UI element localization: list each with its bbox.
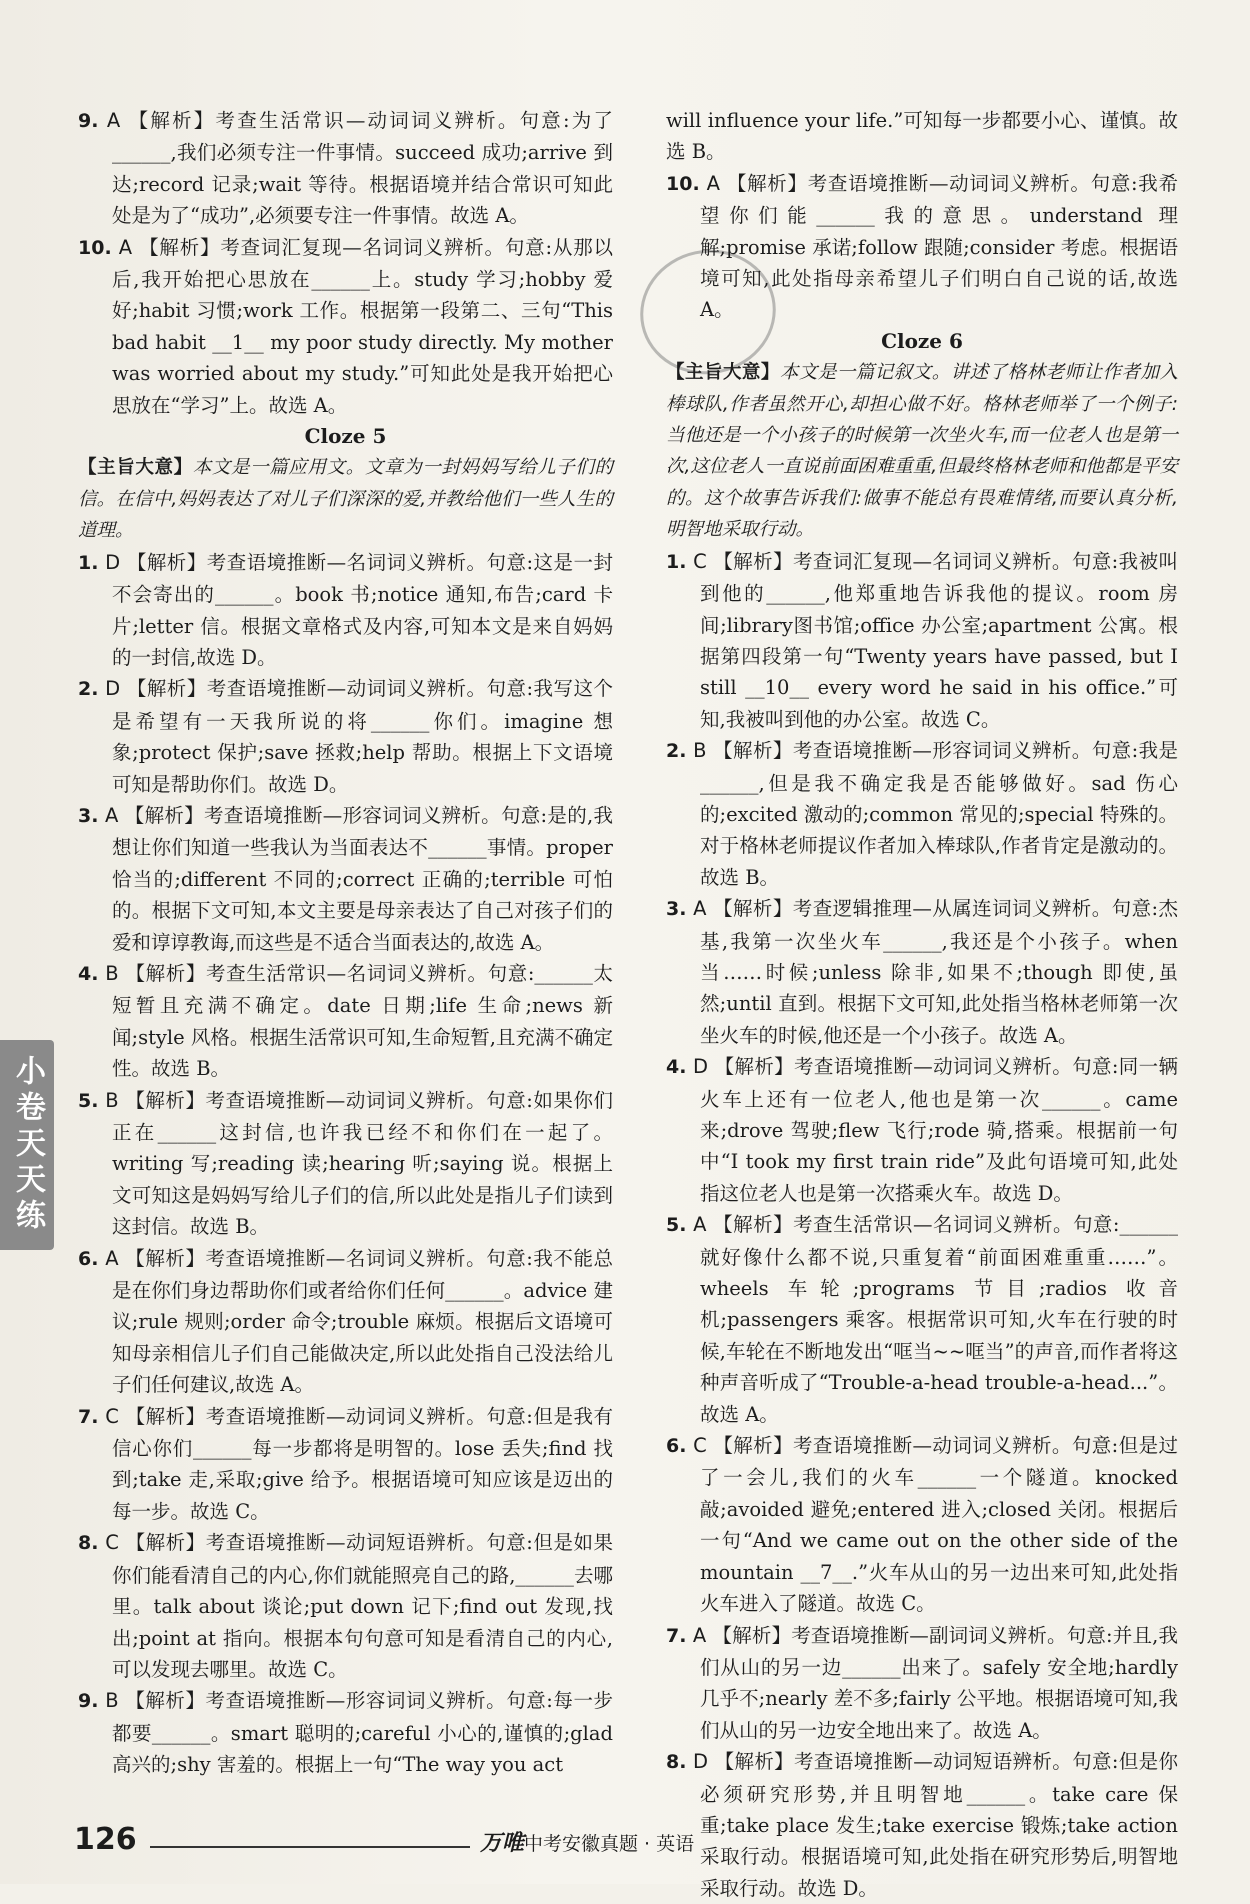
answer-item — [78, 1243, 613, 1401]
item-number: 1. — [78, 551, 99, 574]
item-number: 5. — [78, 1089, 99, 1112]
left-column — [78, 105, 613, 1781]
item-answer: A — [105, 1246, 119, 1270]
item-number: 3. — [666, 898, 687, 921]
answer-list — [666, 546, 1178, 1904]
footer-divider — [150, 1846, 470, 1848]
item-explanation: 【解析】考查词汇复现—名词词义辨析。句意:我被叫到他的______,他郑重地告诉我他的提议。room 房间;library图书馆;office 办公室;apartment 公寓。根据第四段第一句“Twenty years have passed, but I still __10__ every word he said in his office.”可知,我被叫到他的办公室。故选 C。 — [700, 549, 1179, 731]
item-answer: D — [105, 677, 121, 701]
footer-title: 万唯中考安徽真题 · 英语 — [480, 1831, 695, 1856]
item-answer: D — [693, 1750, 709, 1774]
answer-item — [78, 1085, 613, 1243]
answer-list — [78, 547, 613, 1781]
answer-item: 10. A 【解析】考查词汇复现—名词词义辨析。句意:从那以后,我开始把心思放在______上。study 学习;hobby 爱好;habit 习惯;work 工作。根据第一段第二、三句“This bad habit __1__ my poor study directly. My mother was worried about my study.”可知此处是我开始把心思放在“学习”上。故选 A。 — [78, 235, 614, 417]
answer-item — [666, 1209, 1178, 1430]
summary-paragraph: 【主旨大意】本文是一篇应用文。文章为一封妈妈写给儿子们的信。在信中,妈妈表达了对儿子们深深的爱,并教给他们一些人生的道理。 — [78, 457, 613, 542]
answer-item — [78, 958, 613, 1085]
item-answer: B — [105, 1689, 119, 1713]
item-answer: A — [104, 803, 119, 827]
item-answer: D — [693, 1055, 709, 1079]
item-answer: A — [692, 1623, 707, 1647]
item-explanation: 【解析】考查语境推断—动词短语辨析。句意:但是如果你们能看清自己的内心,你们就能照亮自己的路,______去哪里。talk about 谈论;put down 记下;find out 发现,找出;point at 指向。根据本句句意可知是看清自己的内心,可以发现去哪里。故选 C。 — [112, 1531, 614, 1681]
answer-item — [666, 546, 1178, 735]
item-answer: C — [105, 1404, 119, 1428]
item-number: 5. — [666, 1214, 687, 1237]
item-number: 7. — [78, 1405, 99, 1428]
item-answer: D — [105, 550, 121, 574]
item-explanation: 【解析】考查语境推断—形容词词义辨析。句意:我是______,但是我不确定我是否能够做好。sad 伤心的;excited 激动的;common 常见的;special 特殊的。对于格林老师提议作者加入棒球队,作者肯定是激动的。故选 B。 — [700, 739, 1179, 889]
answer-item — [666, 735, 1178, 893]
section-heading: Cloze 6 — [881, 328, 963, 353]
answer-item: 10. A 【解析】考查语境推断—动词词义辨析。句意:我希望你们能______我的意思。understand 理解;promise 承诺;follow 跟随;consider 考虑。根据语境可知,此处指母亲希望儿子们明白自己说的话,故选 A。 — [666, 171, 1179, 322]
side-tab: 小卷天天练 — [0, 1040, 54, 1250]
item-number: 8. — [78, 1532, 99, 1555]
item-number: 6. — [666, 1435, 687, 1458]
item-answer: C — [693, 549, 707, 573]
item-explanation: 【解析】考查语境推断—形容词词义辨析。句意:每一步都要______。smart 聪明的;careful 小心的,谨慎的;glad 高兴的;shy 害羞的。根据上一句“The way you act — [112, 1689, 613, 1777]
answer-item — [666, 1746, 1178, 1904]
item-answer: C — [693, 1434, 707, 1458]
item-explanation: 【解析】考查语境推断—动词词义辨析。句意:同一辆火车上还有一位老人,他也是第一次______。came 来;drove 驾驶;flew 飞行;rode 骑,搭乘。根据前一句中“I took my first train ride”及此句语境可知,此处指这位老人也是第一次搭乘火车。故选 D。 — [700, 1055, 1178, 1205]
item-explanation: 【解析】考查逻辑推理—从属连词词义辨析。句意:杰基,我第一次坐火车______,我还是个小孩子。when 当……时候;unless 除非,如果不;though 即使,虽然;until 直到。根据下文可知,此处指当格林老师第一次坐火车的时候,他还是一个小孩子。故选 A。 — [700, 897, 1179, 1047]
answer-item — [666, 893, 1178, 1051]
item-answer: B — [105, 961, 119, 985]
item-answer: A — [693, 897, 707, 921]
item-answer: C — [105, 1531, 119, 1555]
item-explanation: 【解析】考查生活常识—名词词义辨析。句意:______太短暂且充满不确定。date 日期;life 生命;news 新闻;style 风格。根据生活常识可知,生命短暂,且充满不确定性。故选 B。 — [112, 961, 614, 1081]
item-number: 4. — [666, 1056, 687, 1079]
summary-paragraph: 【主旨大意】本文是一篇记叙文。讲述了格林老师让作者加入棒球队,作者虽然开心,却担心做不好。格林老师举了一个例子:当他还是一个小孩子的时候第一次坐火车,而一位老人也是第一次,这位老人一直说前面困难重重,但最终格林老师和他都是平安的。这个故事告诉我们:做事不能总有畏难情绪,而要认真分析,明智地采取行动。 — [666, 362, 1178, 541]
item-answer: A — [693, 1213, 707, 1237]
item-explanation: 【解析】考查语境推断—动词词义辨析。句意:但是我有信心你们______每一步都将是明智的。lose 丢失;find 找到;take 走,采取;give 给予。根据语境可知应该是迈出的每一步。故选 C。 — [112, 1404, 614, 1523]
answer-item — [666, 1051, 1178, 1209]
item-explanation: 【解析】考查语境推断—动词短语辨析。句意:但是你必须研究形势,并且明智地______。take care 保重;take place 发生;take exercise 锻炼;take action 采取行动。根据语境可知,此处指在研究形势后,明智地采取行动。故选 D。 — [700, 1750, 1178, 1900]
item-number: 2. — [666, 740, 687, 763]
answer-item — [666, 1620, 1178, 1747]
item-explanation: 【解析】考查语境推断—动词词义辨析。句意:我写这个是希望有一天我所说的将______你们。imagine 想象;protect 保护;save 拯救;help 帮助。根据上下文语境可知是帮助你们。故选 D。 — [112, 677, 613, 796]
brand-logo: 万唯 — [480, 1831, 525, 1856]
item-explanation: 【解析】考查语境推断—动词词义辨析。句意:但是过了一会儿,我们的火车______一个隧道。knocked 敲;avoided 避免;entered 进入;closed 关闭。根据后一句“And we came out on the other side of the mountain __7__.”火车从山的另一边出来可知,此处指火车进入了隧道。故选 C。 — [700, 1434, 1179, 1616]
answer-item — [78, 1685, 613, 1780]
item-answer: B — [105, 1088, 119, 1112]
section-heading: Cloze 5 — [304, 424, 387, 449]
item-explanation: 【解析】考查语境推断—动词词义辨析。句意:如果你们正在______这封信,也许我已经不和你们在一起了。writing 写;reading 读;hearing 听;saying 说。根据上文可知这是妈妈写给儿子们的信,所以此处是指儿子们读到这封信。故选 B。 — [112, 1088, 613, 1239]
answer-item — [78, 1401, 613, 1528]
right-column — [666, 105, 1178, 1904]
item-explanation: 【解析】考查语境推断—形容词词义辨析。句意:是的,我想让你们知道一些我认为当面表达不______事情。proper 恰当的;different 不同的;correct 正确的;terrible 可怕的。根据下文可知,本文主要是母亲表达了自己对孩子们的爱和谆谆教诲,而这些是不适合当面表达的,故选 A。 — [112, 803, 613, 954]
answer-item — [78, 800, 613, 958]
answer-item — [78, 673, 613, 800]
answer-continuation: will influence your life.”可知每一步都要小心、谨慎。故选 B。 — [666, 109, 1178, 164]
item-number: 4. — [78, 962, 99, 985]
item-number: 2. — [78, 678, 99, 701]
item-explanation: 【解析】考查语境推断—名词词义辨析。句意:这是一封不会寄出的______。book 书;notice 通知,布告;card 卡片;letter 信。根据文章格式及内容,可知本文是来自妈妈的一封信,故选 D。 — [112, 550, 613, 669]
answer-item — [666, 1430, 1178, 1619]
item-answer: B — [693, 739, 707, 763]
item-number: 9. — [78, 1690, 99, 1713]
answer-item — [78, 1527, 613, 1685]
item-explanation: 【解析】考查语境推断—名词词义辨析。句意:我不能总是在你们身边帮助你们或者给你们任何______。advice 建议;rule 规则;order 命令;trouble 麻烦。根据后文语境可知母亲相信儿子们自己能做决定,所以此处指自己没法给儿子们任何建议,故选 A。 — [112, 1246, 613, 1397]
item-number: 7. — [666, 1624, 687, 1647]
item-number: 1. — [666, 550, 687, 573]
answer-item: 9. A 【解析】考查生活常识—动词词义辨析。句意:为了______,我们必须专注一件事情。succeed 成功;arrive 到达;record 记录;wait 等待。根据语境并结合常识可知此处是为了“成功”,必须要专注一件事情。故选 A。 — [78, 109, 613, 228]
item-number: 8. — [666, 1751, 687, 1774]
item-explanation: 【解析】考查语境推断—副词词义辨析。句意:并且,我们从山的另一边______出来了。safely 安全地;hardly 几乎不;nearly 差不多;fairly 公平地。根据语境可知,我们从山的另一边安全地出来了。故选 A。 — [700, 1623, 1178, 1742]
item-explanation: 【解析】考查生活常识—名词词义辨析。句意:______就好像什么都不说,只重复着“前面困难重重……”。wheels 车轮;programs 节目;radios 收音机;passengers 乘客。根据常识可知,火车在行驶的时候,车轮在不断地发出“哐当~~哐当”的声音,而作者将这种声音听成了“Trouble-a-head trouble-a-head...”。故选 A。 — [700, 1213, 1178, 1426]
item-number: 3. — [78, 804, 99, 827]
item-number: 6. — [78, 1247, 99, 1270]
page-number: 126 — [74, 1822, 137, 1857]
answer-item — [78, 547, 613, 674]
